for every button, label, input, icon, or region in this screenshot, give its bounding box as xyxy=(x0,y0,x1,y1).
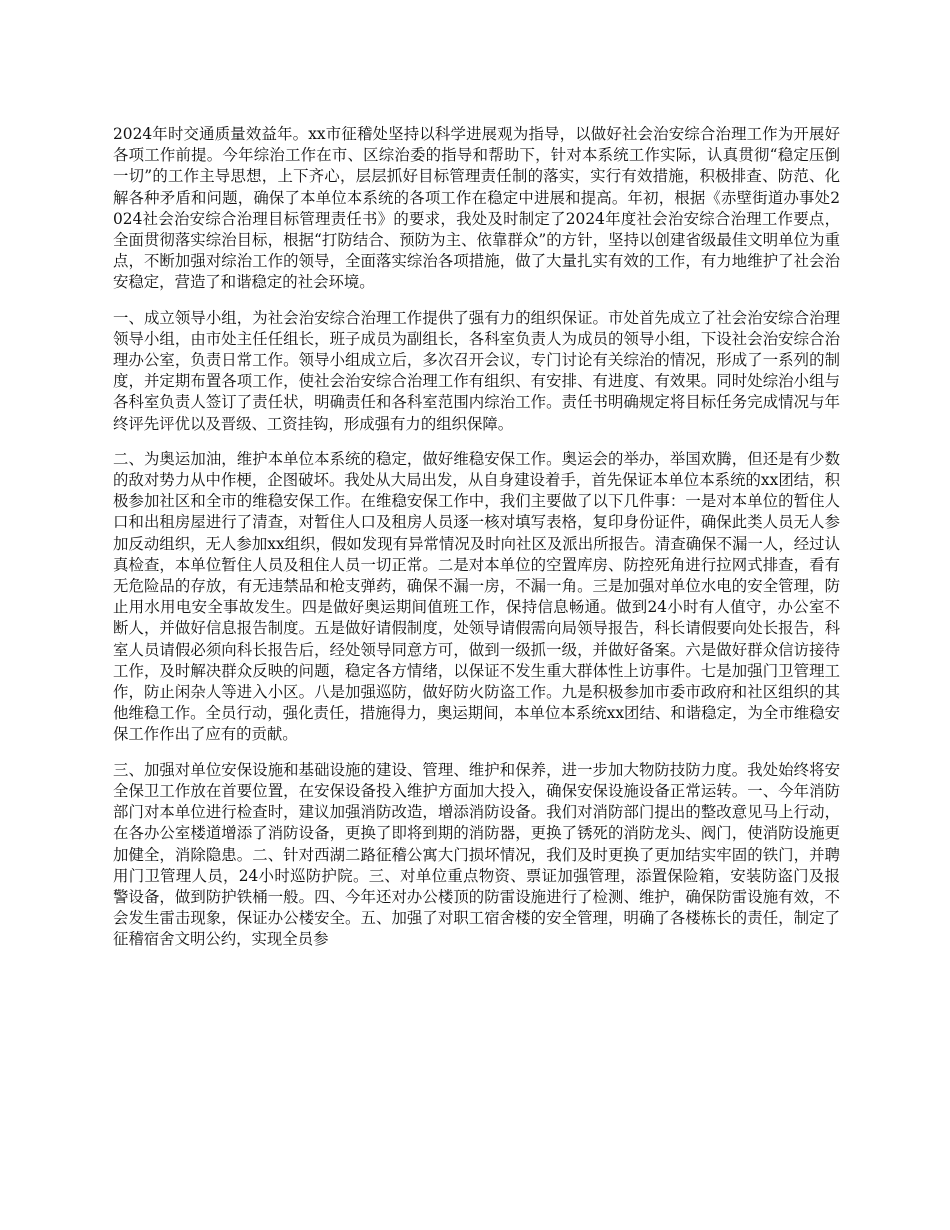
paragraph-section-1: 一、成立领导小组，为社会治安综合治理工作提供了强有力的组织保证。市处首先成立了社会治安综合治理领导小组，由市处主任任组长，班子成员为副组长，各科室负责人为成员的领导小组，下设社会治安综合治理办公室，负责日常工作。领导小组成立后，多次召开会议，专门讨论有关综治的情况，形成了一系列的制度，并定期布置各项工作，使社会治安综合治理工作有组织、有安排、有进度、有效果。同时处综治小组与各科室负责人签订了责任状，明确责任和各科室范围内综治工作。责任书明确规定将目标任务完成情况与年终评先评优以及晋级、工资挂钩，形成强有力的组织保障。 xyxy=(113,308,840,433)
paragraph-intro: 2024年时交通质量效益年。xx市征稽处坚持以科学进展观为指导，以做好社会治安综合治理工作为开展好各项工作前提。今年综治工作在市、区综治委的指导和帮助下，针对本系统工作实际，认真贯彻“稳定压倒一切”的工作主导思想，上下齐心，层层抓好目标管理责任制的落实，实行有效措施，积极排查、防范、化解各种矛盾和问题，确保了本单位本系统的各项工作在稳定中进展和提高。年初，根据《赤壁街道办事处2024社会治安综合治理目标管理责任书》的要求，我处及时制定了2024年度社会治安综合治理工作要点，全面贯彻落实综治目标，根据“打防结合、预防为主、依靠群众”的方针，坚持以创建省级最佳文明单位为重点，不断加强对综治工作的领导，全面落实综治各项措施，做了大量扎实有效的工作，有力地维护了社会治安稳定，营造了和谐稳定的社会环境。 xyxy=(113,125,840,292)
paragraph-section-3: 三、加强对单位安保设施和基础设施的建设、管理、维护和保养，进一步加大物防技防力度。我处始终将安全保卫工作放在首要位置，在安保设备投入维护方面加大投入，确保安保设施设备正常运转。一、今年消防部门对本单位进行检查时，建议加强消防改造，增添消防设备。我们对消防部门提出的整改意见马上行动，在各办公室楼道增添了消防设备，更换了即将到期的消防器，更换了锈死的消防龙头、阀门，使消防设施更加健全，消除隐患。二、针对西湖二路征稽公寓大门损坏情况，我们及时更换了更加结实牢固的铁门，并聘用门卫管理人员，24小时巡防护院。三、对单位重点物资、票证加强管理，添置保险箱，安装防盗门及报警设备，做到防护铁桶一般。四、今年还对办公楼顶的防雷设施进行了检测、维护，确保防雷设施有效，不会发生雷击现象，保证办公楼安全。五、加强了对职工宿舍楼的安全管理，明确了各楼栋长的责任，制定了征稽宿舍文明公约，实现全员参 xyxy=(113,760,840,949)
paragraph-section-2: 二、为奥运加油，维护本单位本系统的稳定，做好维稳安保工作。奥运会的举办，举国欢腾，但还是有少数的敌对势力从中作梗，企图破坏。我处从大局出发，从自身建设着手，首先保证本单位本系统的xx团结，积极参加社区和全市的维稳安保工作。在维稳安保工作中，我们主要做了以下几件事：一是对本单位的暂住人口和出租房屋进行了清查，对暂住人口及租房人员逐一核对填写表格，复印身份证件，确保此类人员无人参加反动组织，无人参加xx组织，假如发现有异常情况及时向社区及派出所报告。清查确保不漏一人，经过认真检查，本单位暂住人员及租住人员一切正常。二是对本单位的空置库房、防控死角进行拉网式排查，看有无危险品的存放，有无违禁品和枪支弹药，确保不漏一房，不漏一角。三是加强对单位水电的安全管理，防止用水用电安全事故发生。四是做好奥运期间值班工作，保持信息畅通。做到24小时有人值守，办公室不断人，并做好信息报告制度。五是做好请假制度，处领导请假需向局领导报告，科长请假要向处长报告，科室人员请假必须向科长报告后，经处领导同意方可，做到一级抓一级，并做好备案。六是做好群众信访接待工作，及时解决群众反映的问题，稳定各方情绪，以保证不发生重大群体性上访事件。七是加强门卫管理工作，防止闲杂人等进入小区。八是加强巡防，做好防火防盗工作。九是积极参加市委市政府和社区组织的其他维稳工作。全员行动，强化责任，措施得力，奥运期间，本单位本系统xx团结、和谐稳定，为全市维稳安保工作作出了应有的贡献。 xyxy=(113,449,840,744)
document-body xyxy=(113,124,840,965)
